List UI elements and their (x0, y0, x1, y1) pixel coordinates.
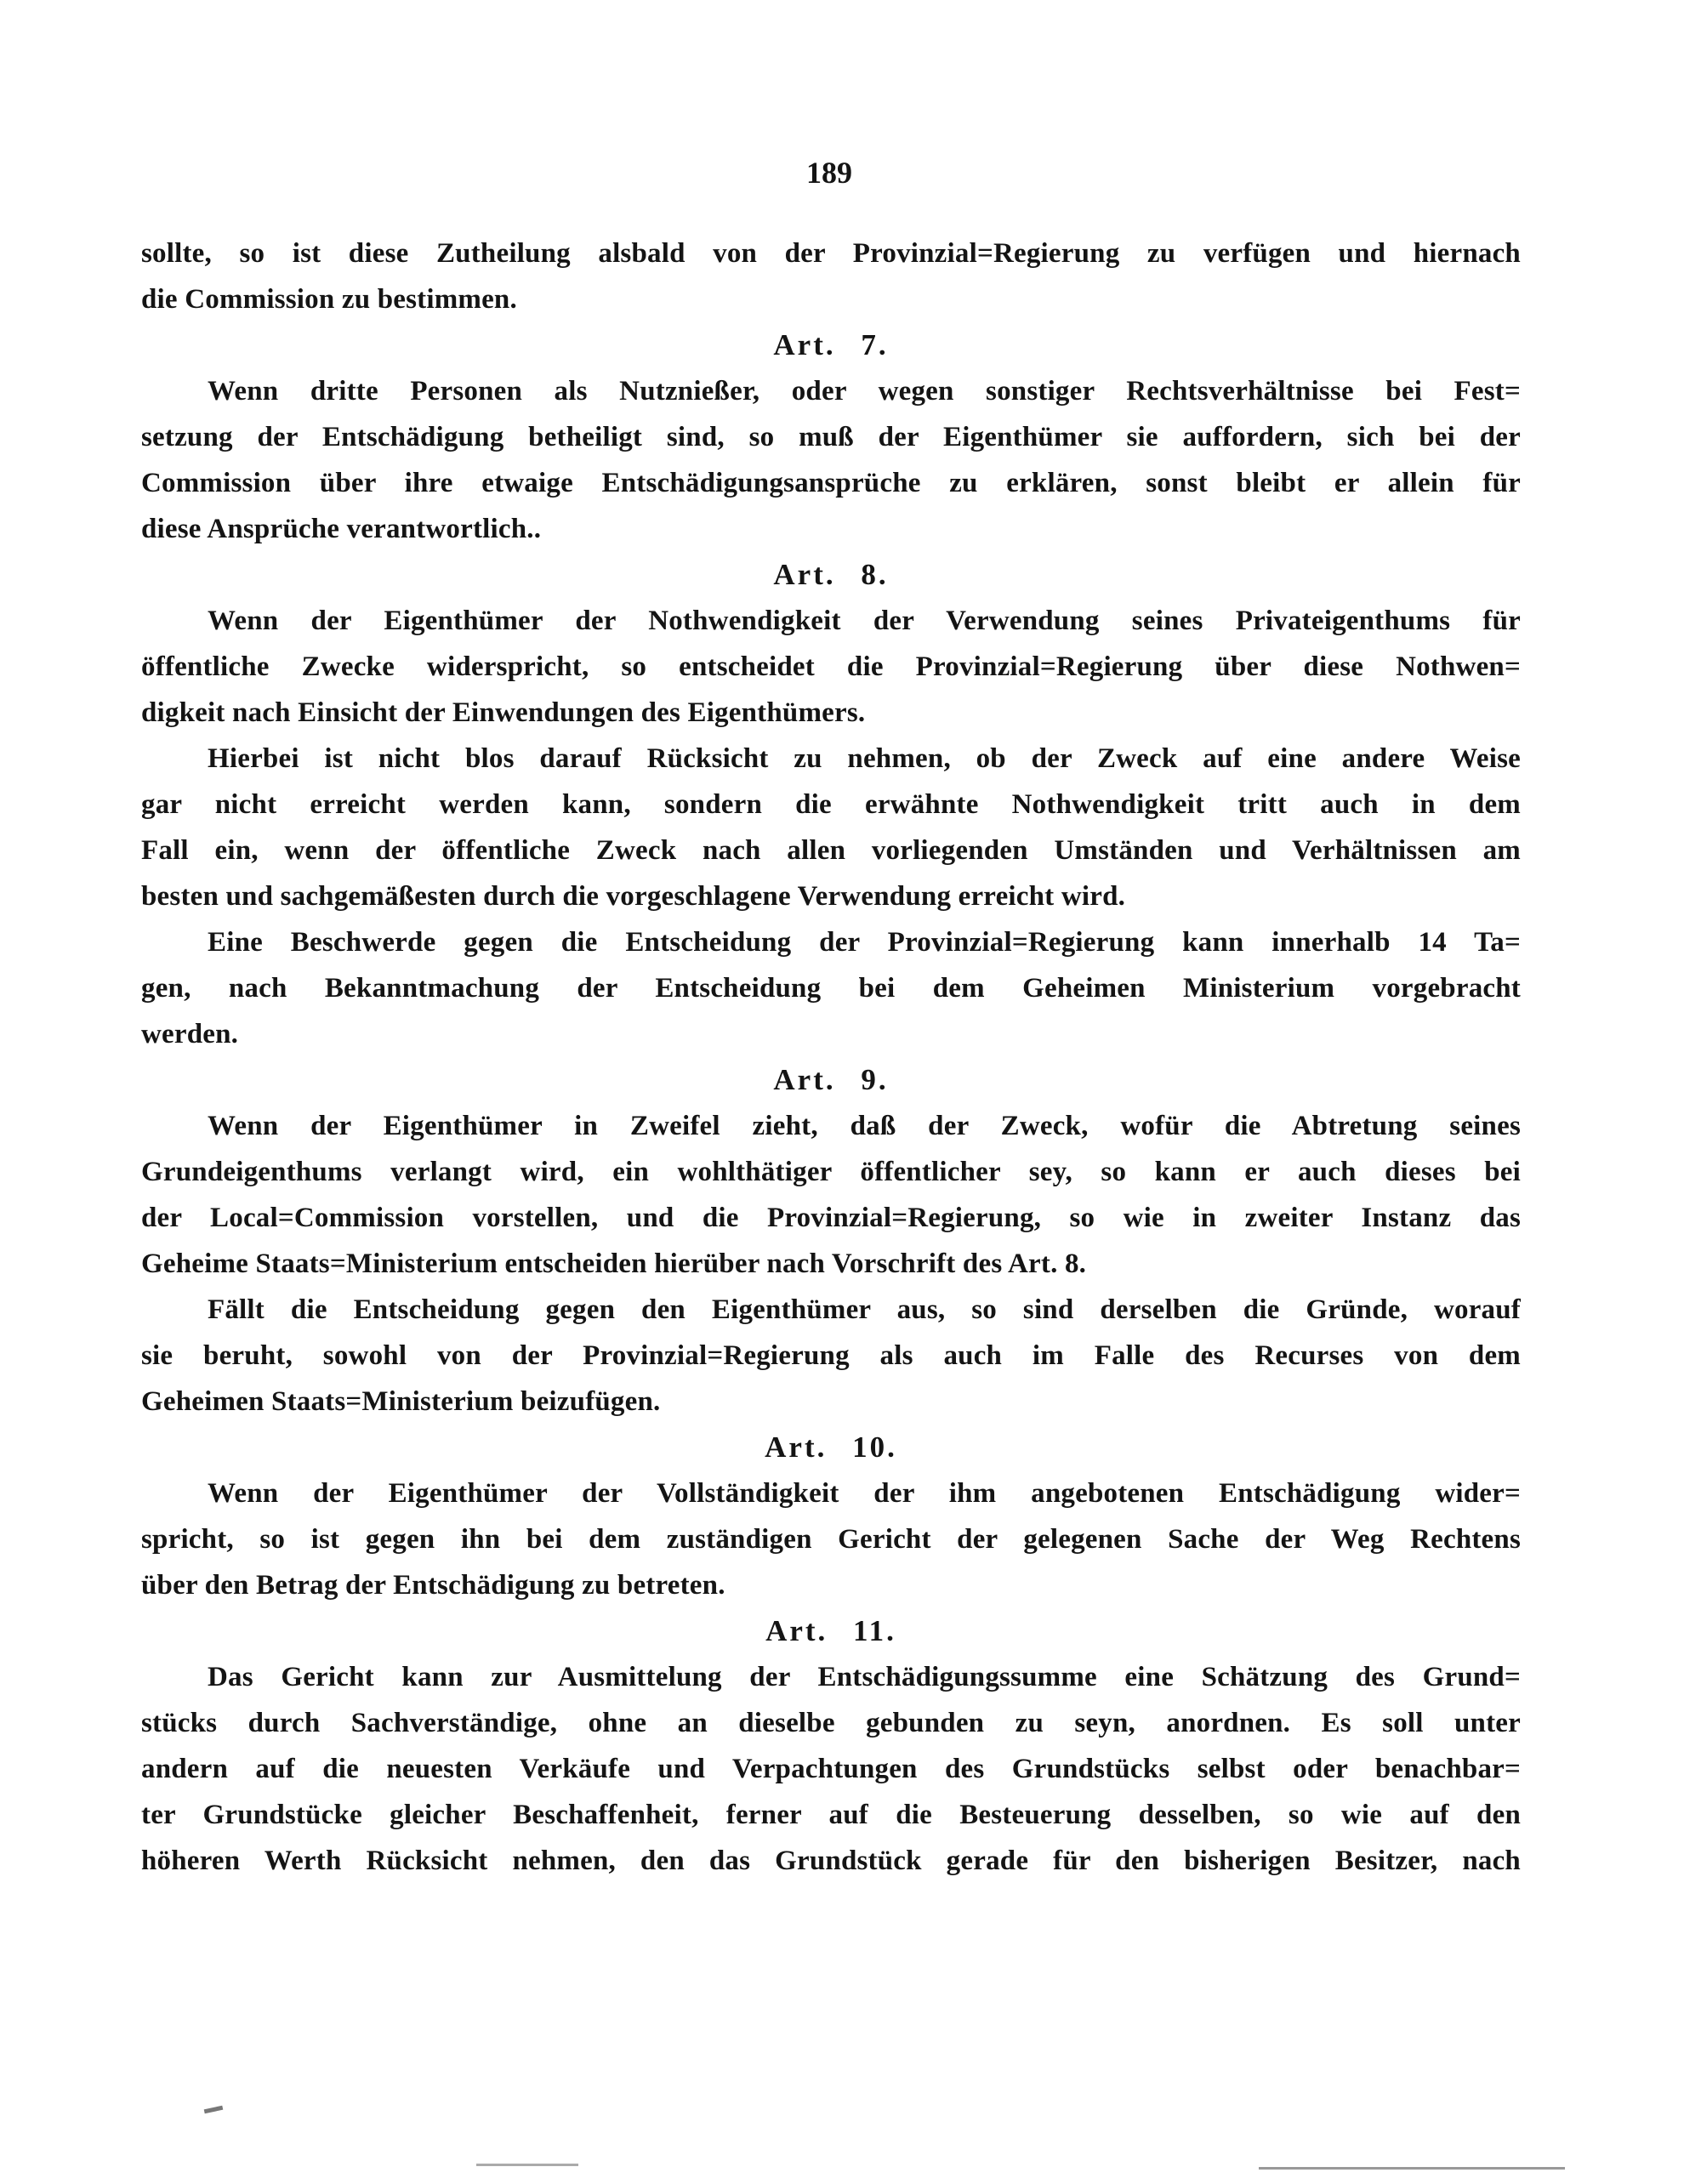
document-body (141, 230, 1521, 1884)
text-line: gen, nach Bekanntmachung der Entscheidung bei dem Geheimen Ministerium vorgebracht (141, 973, 1521, 1004)
article-heading: Art. 10. (765, 1430, 897, 1464)
text-line: andern auf die neuesten Verkäufe und Verpachtungen des Grundstücks selbst oder benachbar= (141, 1754, 1521, 1784)
text-line: Commission über ihre etwaige Entschädigungsansprüche zu erklären, sonst bleibt er allein für (141, 468, 1521, 498)
scan-mark (1259, 2167, 1565, 2170)
text-line: der Local=Commission vorstellen, und die Provinzial=Regierung, so wie in zweiter Instanz das (141, 1203, 1521, 1233)
text-line: Wenn der Eigenthümer der Nothwendigkeit der Verwendung seines Privateigenthums für (208, 606, 1521, 636)
paragraph (141, 1103, 1521, 1287)
text-line: die Commission zu bestimmen. (141, 284, 517, 315)
text-line: öffentliche Zwecke widerspricht, so entscheidet die Provinzial=Regierung über diese Nothwen= (141, 651, 1521, 682)
text-line: gar nicht erreicht werden kann, sondern die erwähnte Nothwendigkeit tritt auch in dem (141, 789, 1521, 820)
text-line: sollte, so ist diese Zutheilung alsbald von der Provinzial=Regierung zu verfügen und hiernach (141, 238, 1521, 269)
paragraph (141, 1654, 1521, 1884)
paragraph (141, 598, 1521, 736)
text-line: Wenn der Eigenthümer in Zweifel zieht, daß der Zweck, wofür die Abtretung seines (208, 1111, 1521, 1141)
article-heading: Art. 7. (773, 328, 889, 361)
paragraph (141, 736, 1521, 919)
text-line: Fällt die Entscheidung gegen den Eigenthümer aus, so sind derselben die Gründe, worauf (208, 1294, 1521, 1325)
text-line: Geheimen Staats=Ministerium beizufügen. (141, 1386, 661, 1417)
text-line: Hierbei ist nicht blos darauf Rücksicht zu nehmen, ob der Zweck auf eine andere Weise (208, 743, 1521, 774)
text-line: über den Betrag der Entschädigung zu betreten. (141, 1570, 725, 1601)
text-line: Wenn dritte Personen als Nutznießer, oder wegen sonstiger Rechtsverhältnisse bei Fest= (208, 376, 1521, 407)
text-line: Wenn der Eigenthümer der Vollständigkeit der ihm angebotenen Entschädigung wider= (208, 1478, 1521, 1509)
article-heading: Art. 11. (765, 1614, 896, 1647)
text-line: ter Grundstücke gleicher Beschaffenheit, ferner auf die Besteuerung desselben, so wie auf den (141, 1800, 1521, 1830)
text-line: Grundeigenthums verlangt wird, ein wohlthätiger öffentlicher sey, so kann er auch dieses bei (141, 1157, 1521, 1187)
paragraph (141, 1470, 1521, 1608)
text-line: Eine Beschwerde gegen die Entscheidung der Provinzial=Regierung kann innerhalb 14 Ta= (208, 927, 1521, 958)
text-line: Geheime Staats=Ministerium entscheiden hierüber nach Vorschrift des Art. 8. (141, 1248, 1087, 1279)
text-line: Fall ein, wenn der öffentliche Zweck nach allen vorliegenden Umständen und Verhältnissen am (141, 835, 1521, 866)
page-number: 189 (806, 156, 852, 190)
paragraph (141, 1287, 1521, 1425)
text-line: werden. (141, 1019, 239, 1049)
text-line: diese Ansprüche verantwortlich.. (141, 514, 542, 544)
text-line: setzung der Entschädigung betheiligt sind, so muß der Eigenthümer sie auffordern, sich bei der (141, 422, 1521, 452)
article-heading: Art. 9. (773, 1063, 889, 1096)
scan-mark (204, 2106, 224, 2113)
text-line: spricht, so ist gegen ihn bei dem zuständigen Gericht der gelegenen Sache der Weg Rechtens (141, 1524, 1521, 1555)
article-heading: Art. 8. (773, 558, 889, 591)
text-line: stücks durch Sachverständige, ohne an dieselbe gebunden zu seyn, anordnen. Es soll unter (141, 1708, 1521, 1738)
text-line: höheren Werth Rücksicht nehmen, den das Grundstück gerade für den bisherigen Besitzer, nach (141, 1846, 1521, 1876)
text-line: besten und sachgemäßesten durch die vorgeschlagene Verwendung erreicht wird. (141, 881, 1126, 912)
scan-mark (476, 2164, 578, 2166)
paragraph (141, 368, 1521, 552)
paragraph (141, 230, 1521, 322)
text-line: Das Gericht kann zur Ausmittelung der Entschädigungssumme eine Schätzung des Grund= (208, 1662, 1521, 1692)
text-line: sie beruht, sowohl von der Provinzial=Regierung als auch im Falle des Recurses von dem (141, 1340, 1521, 1371)
paragraph (141, 919, 1521, 1057)
text-line: digkeit nach Einsicht der Einwendungen des Eigenthümers. (141, 697, 866, 728)
